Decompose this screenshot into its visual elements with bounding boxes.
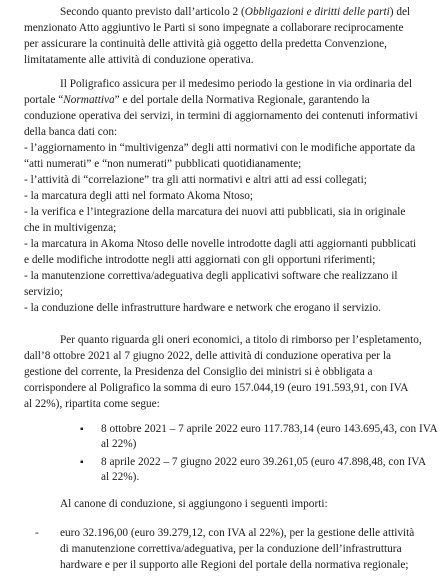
paragraph-1-line-4: limitatamente alle attività di conduzione operativa. xyxy=(24,54,254,66)
text-run: ” e del portale della Normativa Regionale, garantendo la xyxy=(114,94,370,106)
paragraph-2-line: e delle modifiche introdotte negli atti aggiornati con gli opportuni riferimenti; xyxy=(24,254,376,266)
paragraph-2-line: conduzione operativa dei servizi, in termini di aggiornamento dei contenuti informativi xyxy=(24,110,418,122)
bullet-item-line: 8 ottobre 2021 – 7 aprile 2022 euro 117.783,14 (euro 143.695,43, con IVA xyxy=(101,423,438,435)
italic-title: Obbligazioni e diritti delle parti xyxy=(244,6,390,18)
paragraph-3-line: corrispondere al Poligrafico la somma di euro 157.044,19 (euro 191.593,91, con IVA xyxy=(24,382,409,394)
dash-item-line: di manutenzione correttiva/adeguativa, per la conduzione dell’infrastruttura xyxy=(60,543,402,555)
paragraph-1-line-2: menzionato Atto aggiuntivo le Parti si sono impegnate a collaborare reciprocamente xyxy=(24,22,404,34)
paragraph-2-line: - la manutenzione correttiva/adeguativa degli applicativi software che realizzano il xyxy=(24,270,398,282)
dash-bullet: - xyxy=(35,527,39,539)
paragraph-2-line: che in multivigenza; xyxy=(24,222,117,234)
bullet-item-line: 8 aprile 2022 – 7 giugno 2022 euro 39.261,05 (euro 47.898,48, con IVA xyxy=(101,456,427,468)
paragraph-3-line: Per quanto riguarda gli oneri economici, a titolo di rimborso per l’espletamento, xyxy=(60,334,422,346)
paragraph-2-line: “atti numerati” e “non numerati” pubblicati quotidianamente; xyxy=(24,158,302,170)
paragraph-2-line: della banca dati con: xyxy=(24,126,118,138)
paragraph-2-line: servizio; xyxy=(24,286,63,298)
paragraph-3-line: gestione del corrente, la Presidenza del Consiglio dei ministri si è obbligata a xyxy=(24,366,373,378)
dash-item-line: hardware e per il supporto alle Regioni del portale della normativa regionale; xyxy=(60,559,409,571)
text-run: Secondo quanto previsto dall’articolo 2 ( xyxy=(60,6,245,18)
bullet-item-line: al 22%) xyxy=(101,438,137,450)
text-run: ) del xyxy=(389,6,411,18)
dash-item-line: euro 32.196,00 (euro 39.279,12, con IVA al 22%), per la gestione delle attività xyxy=(60,527,415,539)
text-run: portale “ xyxy=(24,94,64,106)
paragraph-2-line-1: Il Poligrafico assicura per il medesimo periodo la gestione in via ordinaria del xyxy=(60,78,412,90)
paragraph-1-line-1 xyxy=(60,6,410,19)
paragraph-2-line: - l’aggiornamento in “multivigenza” degli atti normativi con le modifiche apportate da xyxy=(24,142,416,154)
paragraph-3-line: al 22%), ripartita come segue: xyxy=(24,398,160,410)
paragraph-2-line: - la verifica e l’integrazione della marcatura dei nuovi atti pubblicati, sia in originale xyxy=(24,206,406,218)
paragraph-2-line: - l’attività di “correlazione” tra gli atti normativi e altri atti ad essi collegati; xyxy=(24,174,367,186)
italic-normattiva: Normattiva xyxy=(63,94,115,106)
paragraph-2-line: - la marcatura degli atti nel formato Akoma Ntoso; xyxy=(24,190,254,202)
paragraph-3-line: dall’8 ottobre 2021 al 7 giugno 2022, delle attività di conduzione operativa per la xyxy=(24,350,392,362)
paragraph-1-line-3: per assicurare la continuità delle attività già oggetto della predetta Convenzione, xyxy=(24,38,387,50)
paragraph-2-line: - la conduzione delle infrastrutture hardware e network che erogano il servizio. xyxy=(24,302,381,314)
paragraph-2-line: - la marcatura in Akoma Ntoso delle novelle introdotte dagli atti aggiornanti pubblicati xyxy=(24,238,417,250)
paragraph-2-line-2 xyxy=(24,94,370,107)
square-bullet-icon: ▪ xyxy=(80,457,84,468)
bullet-item-line: al 22%). xyxy=(101,471,140,483)
canone-intro: Al canone di conduzione, si aggiungono i seguenti importi: xyxy=(60,498,328,510)
square-bullet-icon: ▪ xyxy=(80,424,84,435)
